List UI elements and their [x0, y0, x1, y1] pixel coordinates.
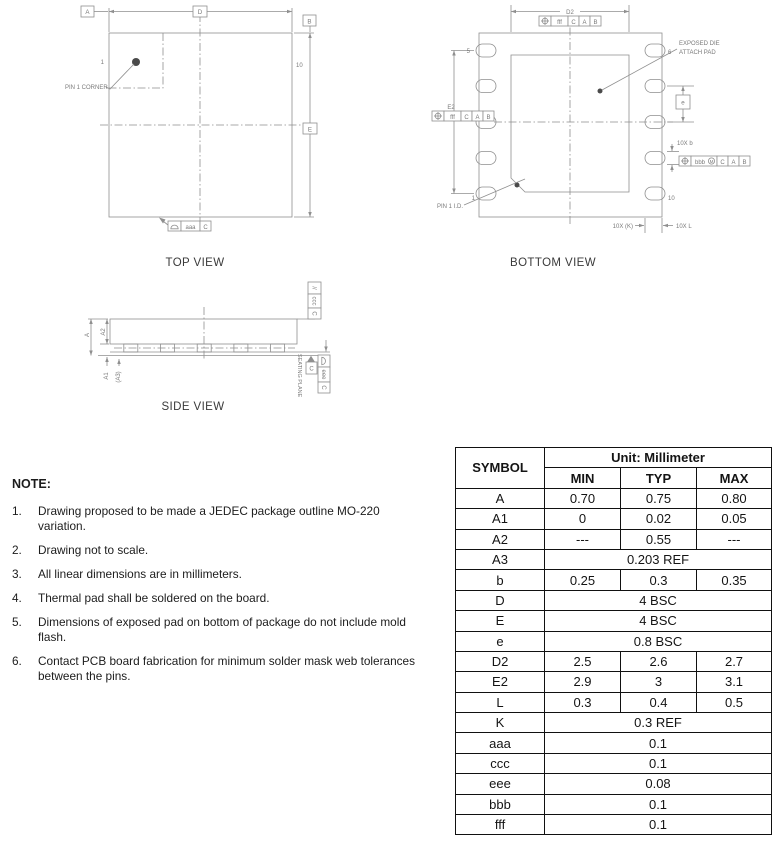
top-view-title: TOP VIEW: [165, 257, 225, 269]
table-row: [456, 488, 772, 508]
table-cell: 0.3 REF: [545, 713, 772, 733]
table-cell: E: [456, 611, 545, 631]
table-cell: A1: [456, 509, 545, 529]
dim-b: [667, 141, 750, 172]
table-row: [456, 529, 772, 549]
table-row: [456, 549, 772, 569]
fcf-tolerance: aaa: [185, 224, 196, 231]
side-view-drawing: [78, 282, 343, 422]
fcf-tolerance: ccc: [310, 296, 317, 306]
note-number: 5.: [12, 615, 22, 629]
note-text: Drawing not to scale.: [38, 543, 149, 557]
side-view-title: SIDE VIEW: [161, 401, 225, 413]
table-cell: 4 BSC: [545, 611, 772, 631]
svg-text:M: M: [709, 159, 714, 164]
package-outline: [100, 14, 304, 225]
table-row: [456, 692, 772, 712]
dim-k-l: [613, 218, 693, 233]
datum-a: [81, 6, 108, 17]
table-cell: 0.08: [545, 774, 772, 794]
note-number: 1.: [12, 504, 22, 518]
table-cell: 0.75: [621, 488, 697, 508]
table-cell: 0.5: [697, 692, 772, 712]
note-text: Drawing proposed to be made a JEDEC package outline MO-220 variation.: [38, 504, 380, 533]
table-cell: 0.80: [697, 488, 772, 508]
table-row: [456, 631, 772, 651]
package-outline: [98, 307, 330, 361]
table-row: [456, 570, 772, 590]
fcf-tolerance: fff: [557, 19, 562, 26]
note-item: [12, 654, 424, 684]
dim-a: [85, 319, 108, 356]
datum-b-label: B: [307, 18, 312, 26]
dim-label-e-pitch: e: [681, 99, 685, 107]
fcf-datum: A: [582, 19, 587, 26]
note-number: 6.: [12, 654, 22, 668]
note-number: 2.: [12, 543, 22, 557]
note-item: [12, 615, 424, 645]
table-cell: ---: [545, 529, 621, 549]
table-cell: e: [456, 631, 545, 651]
dim-a1-a3: [104, 357, 122, 383]
table-cell: E2: [456, 672, 545, 692]
bottom-view-title: BOTTOM VIEW: [510, 257, 596, 269]
table-cell: 0.3: [621, 570, 697, 590]
table-cell: 0.02: [621, 509, 697, 529]
table-header-min: MIN: [545, 468, 621, 488]
note-text: Dimensions of exposed pad on bottom of package do not include mold flash.: [38, 615, 406, 644]
table-cell: D2: [456, 651, 545, 671]
table-cell: 2.5: [545, 651, 621, 671]
pin6-number: 6: [668, 50, 672, 56]
top-view-drawing: [60, 4, 350, 274]
pin1-corner-label: PIN 1 CORNER: [65, 85, 108, 91]
note-text: Contact PCB board fabrication for minimum solder mask web tolerances between the pins.: [38, 654, 416, 683]
table-cell: 3.1: [697, 672, 772, 692]
dim-label-a3: (A3): [116, 371, 122, 383]
table-row: [456, 509, 772, 529]
fcf-datum: A: [475, 114, 480, 121]
table-cell: 0.3: [545, 692, 621, 712]
table-cell: 3: [621, 672, 697, 692]
dim-label-a1: A1: [104, 372, 110, 380]
table-row: [456, 815, 772, 835]
exposed-pad-label: ATTACH PAD: [679, 50, 716, 56]
table-cell: 0.25: [545, 570, 621, 590]
table-row: [456, 774, 772, 794]
note-item: [12, 591, 424, 606]
dim-label-a2: A2: [100, 328, 107, 336]
datum-c-label: C: [309, 366, 314, 373]
dim-label-10x-b: 10X b: [677, 141, 693, 147]
datum-target-icon: [307, 356, 315, 362]
table-cell: 0.1: [545, 815, 772, 835]
table-cell: 4 BSC: [545, 590, 772, 610]
table-cell: 0.1: [545, 794, 772, 814]
fcf-datum: A: [731, 159, 736, 166]
table-row: [456, 611, 772, 631]
table-cell: 0.70: [545, 488, 621, 508]
dim-label-a: A: [84, 332, 91, 338]
dim-e2: [432, 51, 494, 194]
fcf-datum: B: [486, 114, 491, 121]
table-row: [456, 713, 772, 733]
table-cell: 0.35: [697, 570, 772, 590]
pin1-number: 1: [471, 196, 475, 202]
fcf-datum: B: [742, 159, 747, 166]
table-header-max: MAX: [697, 468, 772, 488]
parallelism-symbol-icon: //: [310, 286, 317, 290]
fcf-datum: C: [464, 114, 469, 121]
pin10-number: 10: [296, 63, 303, 69]
fcf-tolerance: fff: [450, 114, 455, 121]
fcf-datum: C: [310, 311, 317, 316]
table-cell: K: [456, 713, 545, 733]
table-cell: 0: [545, 509, 621, 529]
table-cell: A: [456, 488, 545, 508]
table-cell: 2.9: [545, 672, 621, 692]
table-cell: eee: [456, 774, 545, 794]
exposed-pad-callout: [598, 41, 720, 94]
table-cell: bbb: [456, 794, 545, 814]
bottom-view-drawing: [430, 4, 775, 274]
pin1-id-callout: [437, 179, 525, 210]
table-cell: A2: [456, 529, 545, 549]
table-cell: ---: [697, 529, 772, 549]
table-cell: L: [456, 692, 545, 712]
note-item: [12, 567, 424, 582]
table-cell: 2.6: [621, 651, 697, 671]
pin1-id-label: PIN 1 I.D.: [437, 204, 464, 210]
table-row: [456, 753, 772, 773]
exposed-pad-label: EXPOSED DIE: [679, 41, 720, 47]
datum-a-label: A: [85, 9, 90, 16]
dim-d: [109, 6, 292, 32]
note-item: [12, 543, 424, 558]
dimension-table: [455, 447, 772, 835]
datum-b: [303, 15, 316, 32]
note-text: All linear dimensions are in millimeters.: [38, 567, 242, 581]
table-cell: 2.7: [697, 651, 772, 671]
pin5-number: 5: [466, 49, 470, 55]
table-cell: ccc: [456, 753, 545, 773]
fcf-datum: C: [320, 385, 326, 390]
table-header-typ: TYP: [621, 468, 697, 488]
dim-label-d2: D2: [566, 9, 574, 16]
pin1-number: 1: [100, 60, 104, 66]
note-number: 4.: [12, 591, 22, 605]
table-cell: 0.1: [545, 753, 772, 773]
dim-label-e2: E2: [447, 105, 455, 111]
fcf-tolerance: eee: [320, 369, 326, 380]
table-cell: aaa: [456, 733, 545, 753]
table-cell: 0.55: [621, 529, 697, 549]
dim-e: [294, 33, 317, 217]
package-outline: [479, 28, 673, 227]
dim-label-d: D: [197, 9, 203, 16]
fcf-datum: C: [571, 19, 576, 26]
notes-section: [12, 477, 424, 693]
table-header-unit: Unit: Millimeter: [545, 448, 772, 468]
table-header-symbol: SYMBOL: [456, 448, 545, 489]
table-cell: fff: [456, 815, 545, 835]
note-number: 3.: [12, 567, 22, 581]
dim-label-10x-k: 10X (K): [612, 224, 633, 230]
parallelism-fcf: [308, 282, 321, 319]
pin10-number: 10: [668, 196, 675, 202]
table-cell: 0.1: [545, 733, 772, 753]
table-row: [456, 651, 772, 671]
note-item: [12, 504, 424, 534]
dim-a2: [100, 319, 109, 344]
table-row: [456, 794, 772, 814]
fcf-datum: C: [720, 159, 725, 166]
table-cell: D: [456, 590, 545, 610]
dim-label-10x-l: 10X L: [676, 224, 692, 230]
note-text: Thermal pad shall be soldered on the board.: [38, 591, 270, 605]
seating-plane-callout: [296, 340, 330, 398]
table-cell: A3: [456, 549, 545, 569]
table-cell: 0.05: [697, 509, 772, 529]
table-row: [456, 672, 772, 692]
fcf-datum: C: [203, 224, 208, 231]
table-cell: 0.4: [621, 692, 697, 712]
dim-label-e: E: [307, 126, 313, 134]
dim-e-pitch: [667, 86, 694, 122]
table-row: [456, 733, 772, 753]
flatness-fcf: [159, 218, 211, 232]
seating-plane-label: SEATING PLANE: [296, 354, 302, 398]
fcf-tolerance: bbb: [694, 159, 706, 166]
table-cell: b: [456, 570, 545, 590]
table-row: [456, 590, 772, 610]
table-cell: 0.203 REF: [545, 549, 772, 569]
table-cell: 0.8 BSC: [545, 631, 772, 651]
fcf-datum: B: [593, 19, 598, 26]
notes-heading: NOTE:: [12, 477, 51, 491]
